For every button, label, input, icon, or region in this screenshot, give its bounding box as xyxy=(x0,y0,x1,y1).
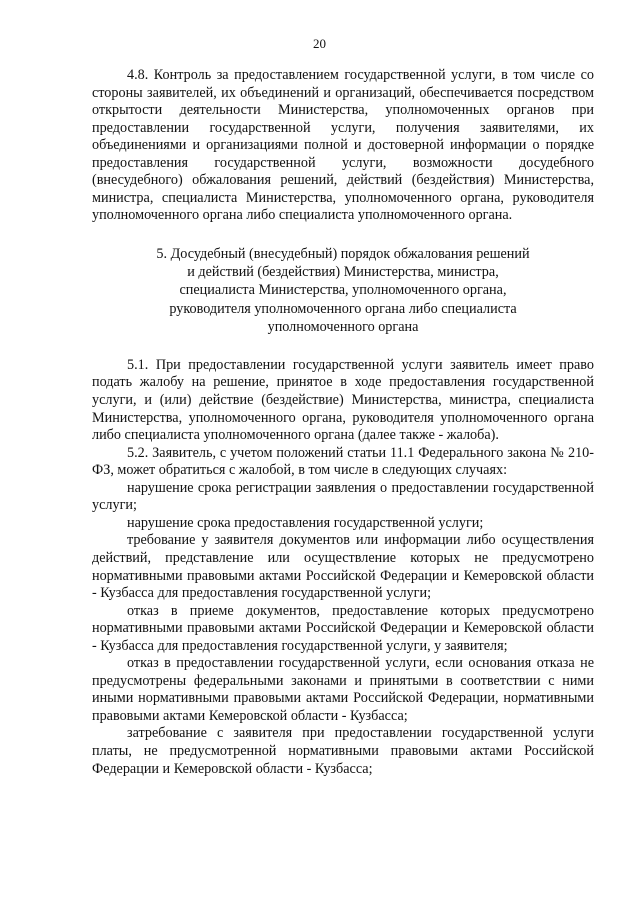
section-title: 5. Досудебный (внесудебный) порядок обжалования решений и действий (бездействия) Министерства, министра, специалиста Министерства, уполномоченного органа, руководителя уполномоченного органа либо специалиста уполномоченного органа xyxy=(156,245,530,335)
list-item: нарушение срока регистрации заявления о предоставлении государственной услуги; xyxy=(92,479,594,514)
list-item: отказ в предоставлении государственной услуги, если основания отказа не предусмотрены федеральными законами и принятыми в соответствии с ними иными нормативными правовыми актами Российской Федерации, нормативными правовыми актами Кемеровской области - Кузбасса; xyxy=(92,655,594,724)
paragraph-4-8: 4.8. Контроль за предоставлением государственной услуги, в том числе со стороны заявителей, их объединений и организаций, обеспечивается посредством открытости деятельности Министерства, уполномоченных органов при предоставлении государственной услуги, получения заявителями, их объединениями и организациями полной и достоверной информации о порядке предоставления государственной услуги, возможности досудебного (внесудебного) обжалования решений, действий (бездействия) Министерства, министра, специалиста Министерства, уполномоченного органа, руководителя уполномоченного органа либо специалиста уполномоченного органа. xyxy=(92,67,594,224)
list-item: отказ в приеме документов, предоставление которых предусмотрено нормативными правовыми актами Российской Федерации и Кемеровской области - Кузбасса для предоставления государственной услуги, у заявителя; xyxy=(92,602,594,654)
document-body xyxy=(92,67,594,778)
list-item: затребование с заявителя при предоставлении государственной услуги платы, не предусмотренной нормативными правовыми актами Российской Федерации и Кемеровской области - Кузбасса; xyxy=(92,725,594,777)
paragraph-5-2: 5.2. Заявитель, с учетом положений статьи 11.1 Федерального закона № 210-ФЗ, может обратиться с жалобой, в том числе в следующих случаях: xyxy=(92,444,594,479)
paragraph-5-1: 5.1. При предоставлении государственной услуги заявитель имеет право подать жалобу на решение, принятое в ходе предоставления государственной услуги, и (или) действие (бездействие) Министерства, министра, специалиста Министерства, уполномоченного органа, руководителя уполномоченного органа либо специалиста уполномоченного органа (далее также - жалоба). xyxy=(92,356,594,444)
list-item: требование у заявителя документов или информации либо осуществления действий, представление или осуществление которых не предусмотрено нормативными правовыми актами Российской Федерации и Кемеровской области - Кузбасса для предоставления государственной услуги; xyxy=(92,532,594,602)
list-item: нарушение срока предоставления государственной услуги; xyxy=(127,514,484,531)
page-number: 20 xyxy=(313,36,326,51)
